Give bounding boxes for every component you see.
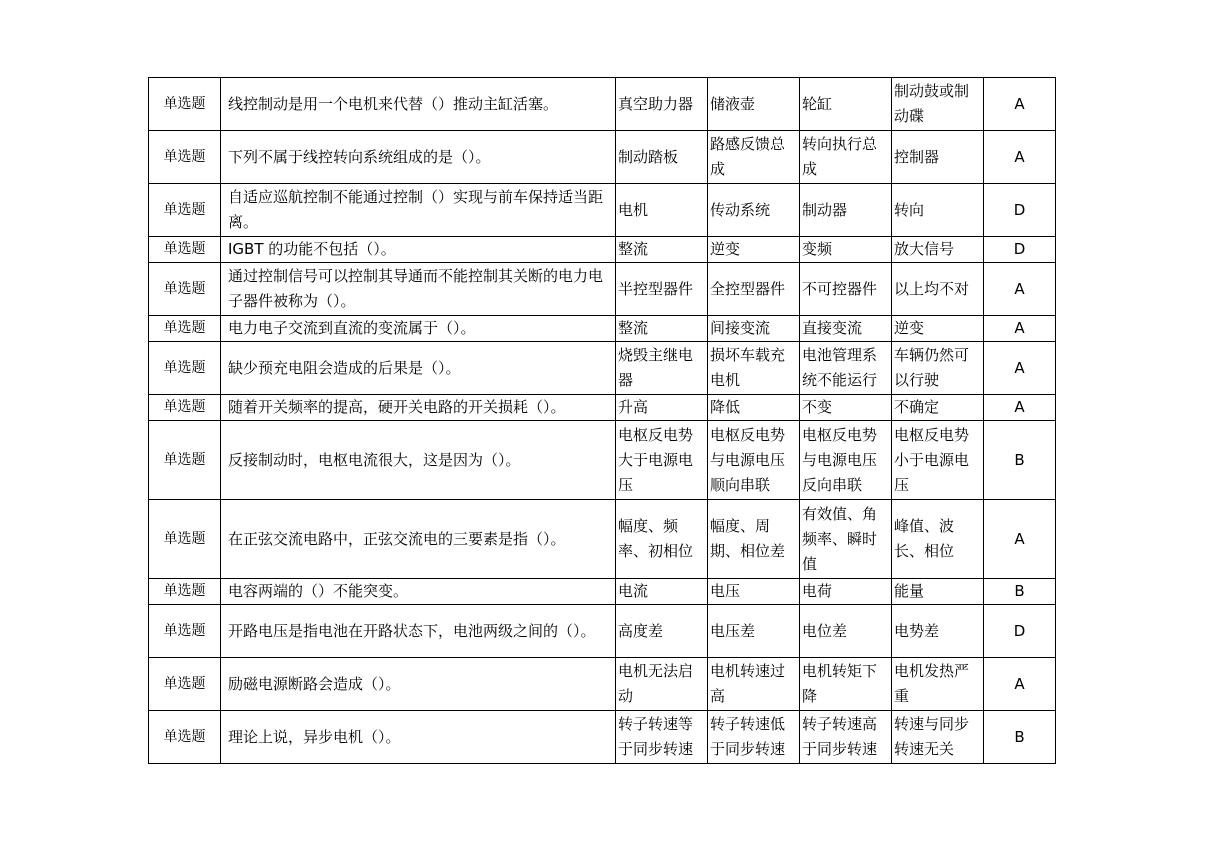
option-a-cell: 电枢反电势大于电源电压 — [616, 421, 708, 500]
option-d-cell: 转向 — [892, 184, 984, 237]
answer-cell: B — [984, 579, 1056, 605]
option-d-cell: 放大信号 — [892, 237, 984, 263]
option-a-cell: 制动踏板 — [616, 131, 708, 184]
table-row — [149, 579, 1056, 605]
option-c-cell: 制动器 — [800, 184, 892, 237]
question-text-cell: 下列不属于线控转向系统组成的是（）。 — [221, 131, 616, 184]
option-d-cell: 峰值、波长、相位 — [892, 500, 984, 579]
answer-cell: D — [984, 605, 1056, 658]
table-row — [149, 421, 1056, 500]
option-c-cell: 轮缸 — [800, 78, 892, 131]
option-d-cell: 不确定 — [892, 395, 984, 421]
answer-cell: B — [984, 711, 1056, 764]
question-text-cell: 开路电压是指电池在开路状态下，电池两级之间的（）。 — [221, 605, 616, 658]
question-table — [148, 77, 1056, 764]
option-b-cell: 电压差 — [708, 605, 800, 658]
answer-cell: A — [984, 658, 1056, 711]
table-row — [149, 184, 1056, 237]
question-type-cell: 单选题 — [149, 342, 221, 395]
option-c-cell: 转子转速高于同步转速 — [800, 711, 892, 764]
option-c-cell: 电荷 — [800, 579, 892, 605]
option-a-cell: 高度差 — [616, 605, 708, 658]
question-text-cell: 理论上说，异步电机（）。 — [221, 711, 616, 764]
table-row — [149, 316, 1056, 342]
option-a-cell: 转子转速等于同步转速 — [616, 711, 708, 764]
question-type-cell: 单选题 — [149, 605, 221, 658]
option-d-cell: 车辆仍然可以行驶 — [892, 342, 984, 395]
question-text-cell: 在正弦交流电路中，正弦交流电的三要素是指（）。 — [221, 500, 616, 579]
table-row — [149, 342, 1056, 395]
answer-cell: A — [984, 131, 1056, 184]
answer-cell: D — [984, 237, 1056, 263]
option-a-cell: 半控型器件 — [616, 263, 708, 316]
question-type-cell: 单选题 — [149, 395, 221, 421]
option-b-cell: 逆变 — [708, 237, 800, 263]
question-type-cell: 单选题 — [149, 421, 221, 500]
answer-cell: A — [984, 78, 1056, 131]
option-c-cell: 直接变流 — [800, 316, 892, 342]
table-row — [149, 395, 1056, 421]
option-b-cell: 电压 — [708, 579, 800, 605]
option-a-cell: 整流 — [616, 237, 708, 263]
option-c-cell: 电枢反电势与电源电压反向串联 — [800, 421, 892, 500]
option-a-cell: 烧毁主继电器 — [616, 342, 708, 395]
answer-cell: D — [984, 184, 1056, 237]
answer-cell: B — [984, 421, 1056, 500]
table-row — [149, 263, 1056, 316]
question-text-cell: 电力电子交流到直流的变流属于（）。 — [221, 316, 616, 342]
question-type-cell: 单选题 — [149, 78, 221, 131]
option-c-cell: 电池管理系统不能运行 — [800, 342, 892, 395]
table-row — [149, 131, 1056, 184]
option-a-cell: 电机 — [616, 184, 708, 237]
option-b-cell: 幅度、周期、相位差 — [708, 500, 800, 579]
option-d-cell: 逆变 — [892, 316, 984, 342]
option-c-cell: 电机转矩下降 — [800, 658, 892, 711]
question-text-cell: 随着开关频率的提高，硬开关电路的开关损耗（）。 — [221, 395, 616, 421]
option-c-cell: 电位差 — [800, 605, 892, 658]
option-d-cell: 控制器 — [892, 131, 984, 184]
question-type-cell: 单选题 — [149, 316, 221, 342]
option-b-cell: 损坏车载充电机 — [708, 342, 800, 395]
option-d-cell: 制动鼓或制动碟 — [892, 78, 984, 131]
question-text-cell: 通过控制信号可以控制其导通而不能控制其关断的电力电子器件被称为（）。 — [221, 263, 616, 316]
answer-cell: A — [984, 395, 1056, 421]
table-row — [149, 658, 1056, 711]
question-text-cell: 励磁电源断路会造成（）。 — [221, 658, 616, 711]
answer-cell: A — [984, 500, 1056, 579]
option-b-cell: 间接变流 — [708, 316, 800, 342]
option-b-cell: 全控型器件 — [708, 263, 800, 316]
answer-cell: A — [984, 342, 1056, 395]
option-a-cell: 电机无法启动 — [616, 658, 708, 711]
option-c-cell: 不变 — [800, 395, 892, 421]
table-row — [149, 237, 1056, 263]
answer-cell: A — [984, 316, 1056, 342]
table-row — [149, 711, 1056, 764]
option-b-cell: 电机转速过高 — [708, 658, 800, 711]
answer-cell: A — [984, 263, 1056, 316]
option-b-cell: 路感反馈总成 — [708, 131, 800, 184]
option-d-cell: 能量 — [892, 579, 984, 605]
option-c-cell: 不可控器件 — [800, 263, 892, 316]
question-text-cell: 缺少预充电阻会造成的后果是（）。 — [221, 342, 616, 395]
option-c-cell: 转向执行总成 — [800, 131, 892, 184]
option-d-cell: 电机发热严重 — [892, 658, 984, 711]
question-text-cell: 电容两端的（）不能突变。 — [221, 579, 616, 605]
option-c-cell: 变频 — [800, 237, 892, 263]
option-b-cell: 传动系统 — [708, 184, 800, 237]
option-d-cell: 转速与同步转速无关 — [892, 711, 984, 764]
option-a-cell: 幅度、频率、初相位 — [616, 500, 708, 579]
table-row — [149, 605, 1056, 658]
question-type-cell: 单选题 — [149, 184, 221, 237]
question-type-cell: 单选题 — [149, 131, 221, 184]
question-type-cell: 单选题 — [149, 237, 221, 263]
question-text-cell: 反接制动时，电枢电流很大，这是因为（）。 — [221, 421, 616, 500]
table-row — [149, 500, 1056, 579]
option-a-cell: 真空助力器 — [616, 78, 708, 131]
question-table-body — [149, 78, 1056, 764]
question-type-cell: 单选题 — [149, 658, 221, 711]
option-b-cell: 降低 — [708, 395, 800, 421]
option-c-cell: 有效值、角频率、瞬时值 — [800, 500, 892, 579]
question-type-cell: 单选题 — [149, 711, 221, 764]
option-d-cell: 电势差 — [892, 605, 984, 658]
question-type-cell: 单选题 — [149, 263, 221, 316]
option-d-cell: 以上均不对 — [892, 263, 984, 316]
question-text-cell: 线控制动是用一个电机来代替（）推动主缸活塞。 — [221, 78, 616, 131]
option-a-cell: 整流 — [616, 316, 708, 342]
option-b-cell: 电枢反电势与电源电压顺向串联 — [708, 421, 800, 500]
question-type-cell: 单选题 — [149, 579, 221, 605]
option-a-cell: 升高 — [616, 395, 708, 421]
option-b-cell: 转子转速低于同步转速 — [708, 711, 800, 764]
question-text-cell: IGBT 的功能不包括（）。 — [221, 237, 616, 263]
option-d-cell: 电枢反电势小于电源电压 — [892, 421, 984, 500]
option-a-cell: 电流 — [616, 579, 708, 605]
option-b-cell: 储液壶 — [708, 78, 800, 131]
table-row — [149, 78, 1056, 131]
question-type-cell: 单选题 — [149, 500, 221, 579]
question-text-cell: 自适应巡航控制不能通过控制（）实现与前车保持适当距离。 — [221, 184, 616, 237]
